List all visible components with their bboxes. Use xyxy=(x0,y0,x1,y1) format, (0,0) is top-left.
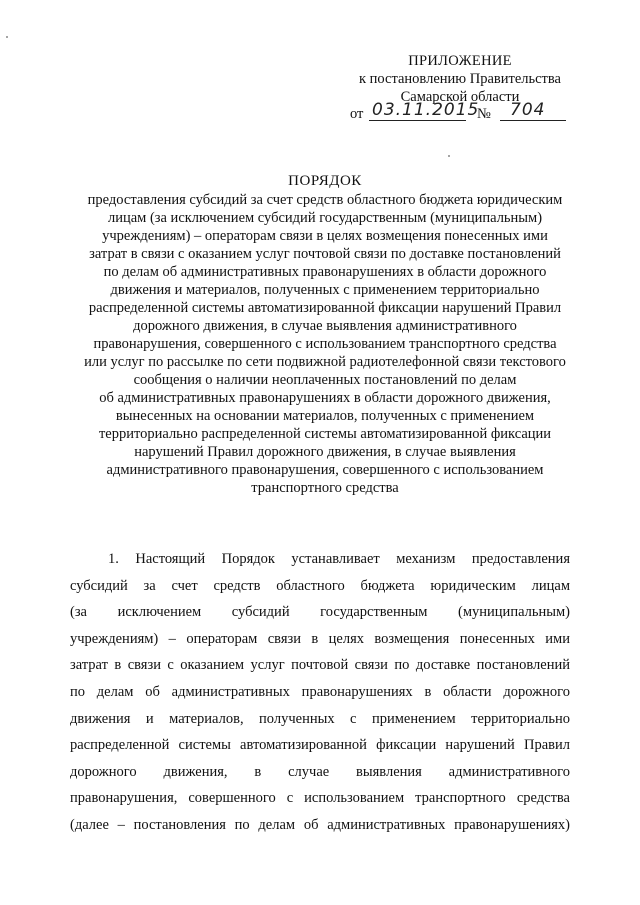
title-line: затрат в связи с оказанием услуг почтовой связи по доставке постановлений xyxy=(89,246,561,262)
appendix-line-1: к постановлению Правительства xyxy=(359,71,561,87)
date-underline xyxy=(369,120,466,121)
title-line: предоставления субсидий за счет средств областного бюджета юридическим xyxy=(87,192,563,208)
from-label: от xyxy=(350,106,364,122)
paragraph-line: 1. Настоящий Порядок устанавливает механизм предоставления xyxy=(108,551,570,567)
document-title: ПОРЯДОК xyxy=(288,173,362,189)
title-line: распределенной системы автоматизированной фиксации нарушений Правил xyxy=(88,300,562,316)
paragraph-line: дорожного движения, в случае выявления административного xyxy=(70,763,570,780)
title-line: лицам (за исключением субсидий государственным (муниципальным) xyxy=(107,210,543,226)
title-line: движения и материалов, полученных с применением территориально xyxy=(110,282,540,298)
handwritten-date: 03.11.2015 xyxy=(372,100,480,120)
number-label: № xyxy=(477,106,491,122)
resolution-reference xyxy=(350,100,570,124)
appendix-line-2: Самарской области xyxy=(400,89,520,105)
paragraph-line: правонарушения, совершенного с использованием транспортного средства xyxy=(70,790,570,807)
appendix-heading: ПРИЛОЖЕНИЕ xyxy=(408,53,512,69)
title-line: транспортного средства xyxy=(251,480,399,496)
paragraph-line: движения и материалов, полученных с применением территориально xyxy=(70,710,570,727)
title-line: или услуг по рассылке по сети подвижной радиотелефонной связи текстового xyxy=(84,354,566,370)
title-line: вынесенных на основании материалов, полученных с применением xyxy=(115,408,535,424)
paragraph-line: субсидий за счет средств областного бюджета юридическим лицам xyxy=(70,577,570,594)
document-title-block xyxy=(55,172,595,497)
paragraph-line: учреждениям) – операторам связи в целях возмещения понесенных ими xyxy=(70,630,570,647)
paragraph-line: распределенной системы автоматизированной фиксации нарушений Правил xyxy=(70,737,570,754)
title-line: нарушений Правил дорожного движения, в случае выявления xyxy=(134,444,516,460)
scan-speck xyxy=(6,36,8,38)
title-line: об административных правонарушениях в области дорожного движения, xyxy=(99,390,551,406)
scan-speck xyxy=(448,155,450,157)
title-line: учреждениям) – операторам связи в целях возмещения понесенных ими xyxy=(102,228,548,244)
title-line: по делам об административных правонарушениях в области дорожного xyxy=(103,264,547,280)
paragraph-line: затрат в связи с оказанием услуг почтовой связи по доставке постановлений xyxy=(70,657,570,674)
title-line: административного правонарушения, совершенного с использованием xyxy=(106,462,544,478)
title-line: правонарушения, совершенного с использованием транспортного средства xyxy=(93,336,557,352)
paragraph-line: по делам об административных правонарушениях в области дорожного xyxy=(70,683,570,700)
title-line: дорожного движения, в случае выявления административного xyxy=(133,318,517,334)
paragraph-line: (за исключением субсидий государственным (муниципальным) xyxy=(70,604,570,621)
title-line: сообщения о наличии неоплаченных постановлений по делам xyxy=(133,372,517,388)
title-line: территориально распределенной системы автоматизированной фиксации xyxy=(98,426,552,442)
appendix-header xyxy=(330,52,590,106)
handwritten-number: 704 xyxy=(510,100,546,120)
paragraph-1 xyxy=(70,546,570,839)
number-underline xyxy=(500,120,566,121)
paragraph-line: (далее – постановления по делам об административных правонарушениях) xyxy=(70,816,570,833)
